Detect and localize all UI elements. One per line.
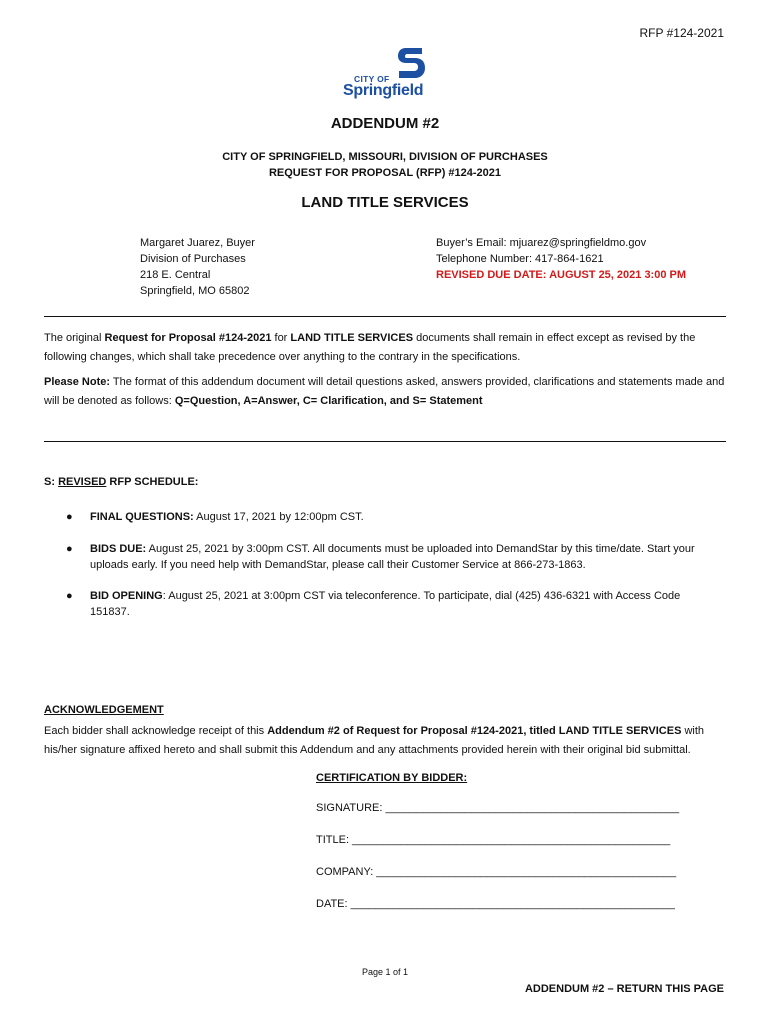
schedule-heading: S: REVISED RFP SCHEDULE: xyxy=(44,476,199,488)
intro-paragraph: The original Request for Proposal #124-2021 for LAND TITLE SERVICES documents shall remain in effect except as revised by the following changes, which shall take precedence over anything to the contrary in the specifications. xyxy=(44,332,696,363)
addendum-title: ADDENDUM #2 xyxy=(330,115,440,132)
buyer-contact-block xyxy=(436,235,686,283)
buyer-address-block xyxy=(140,235,255,299)
division-line: CITY OF SPRINGFIELD, MISSOURI, DIVISION OF PURCHASES xyxy=(222,151,548,163)
signature-field[interactable]: SIGNATURE: ________________________________________________ xyxy=(316,802,680,814)
bullet-icon: ● xyxy=(66,590,73,602)
project-title: LAND TITLE SERVICES xyxy=(301,194,469,211)
title-field[interactable]: TITLE: ____________________________________________________ xyxy=(316,834,671,846)
page-number: Page 1 of 1 xyxy=(361,967,409,977)
buyer-name: Margaret Juarez, Buyer xyxy=(140,237,255,249)
springfield-s-logo-icon xyxy=(396,46,426,80)
acknowledgement-text: Each bidder shall acknowledge receipt of this Addendum #2 of Request for Proposal #124-2021, titled LAND TITLE SERVICES with his/her signature affixed hereto and shall submit this Addendum and any attachments provided herein with their original bid submittal. xyxy=(44,725,705,756)
logo-springfield: Springfield xyxy=(343,82,424,99)
divider-middle xyxy=(44,441,726,442)
buyer-email: Buyer’s Email: mjuarez@springfieldmo.gov xyxy=(436,237,647,249)
buyer-city: Springfield, MO 65802 xyxy=(140,285,250,297)
buyer-division: Division of Purchases xyxy=(140,253,246,265)
please-note-paragraph: Please Note: The format of this addendum document will detail questions asked, answers provided, clarifications and statements made and will be denoted as follows: Q=Question, A=Answer, C= Clarification, and S= Statement xyxy=(44,376,725,407)
rfp-number: RFP #124-2021 xyxy=(639,26,724,40)
acknowledgement-heading: ACKNOWLEDGEMENT xyxy=(44,704,164,716)
date-field[interactable]: DATE: _____________________________________________________ xyxy=(316,898,675,910)
rfp-line: REQUEST FOR PROPOSAL (RFP) #124-2021 xyxy=(268,167,502,179)
buyer-street: 218 E. Central xyxy=(140,269,211,281)
company-field[interactable]: COMPANY: _________________________________________________ xyxy=(316,866,677,878)
revised-due-date: REVISED DUE DATE: AUGUST 25, 2021 3:00 PM xyxy=(436,269,687,281)
bullet-icon: ● xyxy=(66,511,73,523)
certification-heading: CERTIFICATION BY BIDDER: xyxy=(316,772,468,784)
divider-top xyxy=(44,316,726,317)
city-logo xyxy=(340,46,432,104)
bullet-icon: ● xyxy=(66,543,73,555)
buyer-phone: Telephone Number: 417-864-1621 xyxy=(436,253,604,265)
return-page-label: ADDENDUM #2 – RETURN THIS PAGE xyxy=(524,983,724,995)
logo-city-of: CITY OF xyxy=(354,74,390,84)
